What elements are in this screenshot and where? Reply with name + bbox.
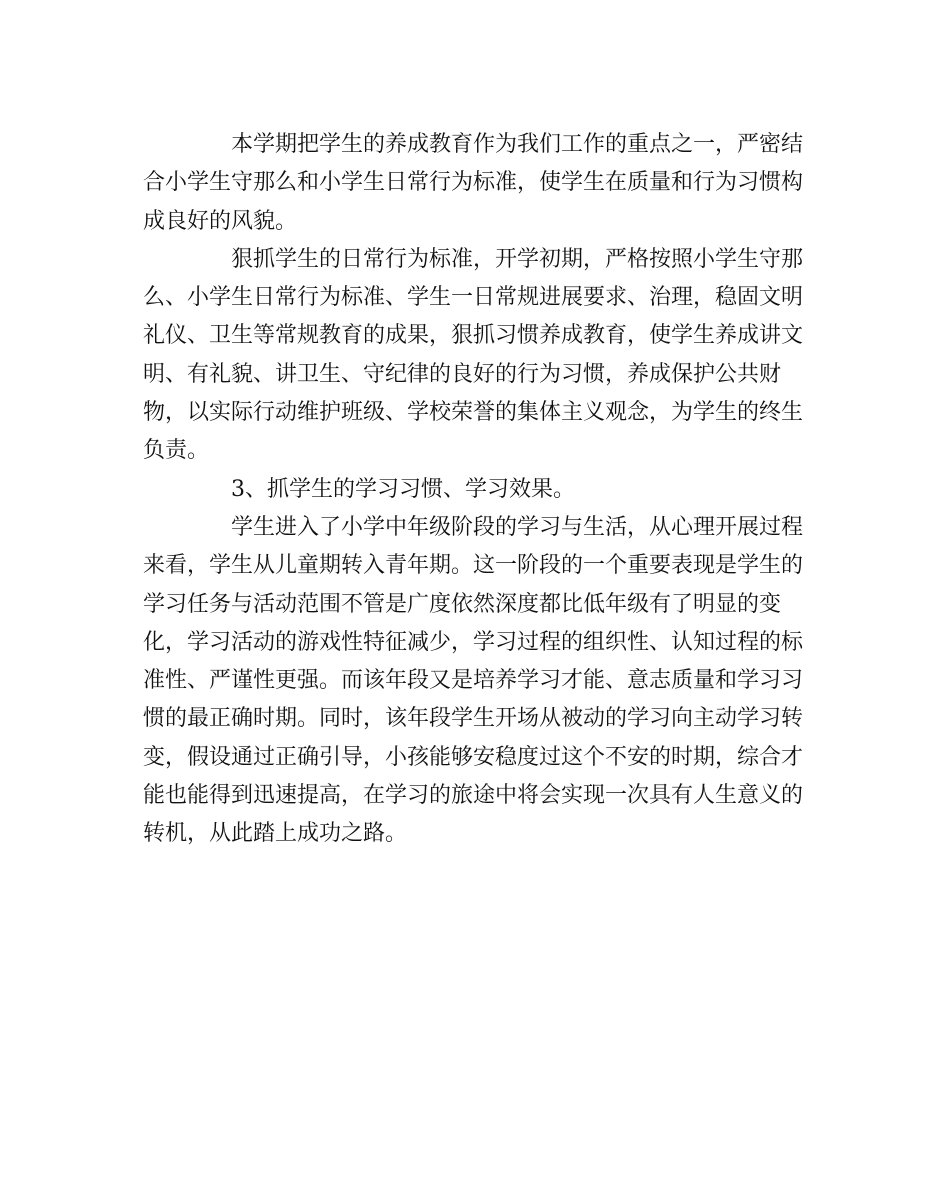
- paragraph-daily-behavior: [143, 241, 803, 471]
- text-line: 本学期把学生的养成教育作为我们工作的重点之一，严密结: [231, 132, 804, 157]
- text-line: 3、抓学生的学习习惯、学习效果。: [231, 476, 575, 502]
- text-line: 学习任务与活动范围不管是广度依然深度都比低年级有了明显的变: [143, 591, 782, 617]
- text-line: 么、小学生日常行为标准、学生一日常规进展要求、治理，稳固文明: [143, 285, 804, 311]
- text-line: 明、有礼貌、讲卫生、守纪律的良好的行为习惯，养成保护公共财: [143, 361, 782, 387]
- text-line: 惯的最正确时期。同时，该年段学生开场从被动的学习向主动学习转: [143, 706, 804, 732]
- text-line: 负责。: [143, 438, 210, 464]
- paragraph-middle-grades: [143, 509, 803, 854]
- text-line: 转机，从此踏上成功之路。: [143, 821, 408, 847]
- text-line: 成良好的风貌。: [143, 208, 298, 234]
- text-line: 来看，学生从儿童期转入青年期。这一阶段的一个重要表现是学生的: [143, 553, 804, 579]
- text-line: 狠抓学生的日常行为标准，开学初期，严格按照小学生守那: [231, 246, 804, 272]
- text-line: 物，以实际行动维护班级、学校荣誉的集体主义观念，为学生的终生: [143, 400, 804, 426]
- text-line: 能也能得到迅速提高，在学习的旅途中将会实现一次具有人生意义的: [143, 783, 804, 809]
- text-line: 礼仪、卫生等常规教育的成果，狠抓习惯养成教育，使学生养成讲文: [143, 323, 804, 349]
- text-line: 学生进入了小学中年级阶段的学习与生活，从心理开展过程: [231, 514, 804, 540]
- text-line: 变，假设通过正确引导，小孩能够安稳度过这个不安的时期，综合才: [143, 744, 804, 770]
- text-line: 合小学生守那么和小学生日常行为标准，使学生在质量和行为习惯构: [143, 170, 804, 196]
- text-line: 化，学习活动的游戏性特征减少，学习过程的组织性、认知过程的标: [143, 629, 804, 655]
- text-line: 准性、严谨性更强。而该年段又是培养学习才能、意志质量和学习习: [143, 668, 804, 694]
- paragraph-habit-education: [143, 126, 803, 241]
- section-heading-study-habits: [143, 471, 803, 509]
- document-body: [143, 126, 803, 854]
